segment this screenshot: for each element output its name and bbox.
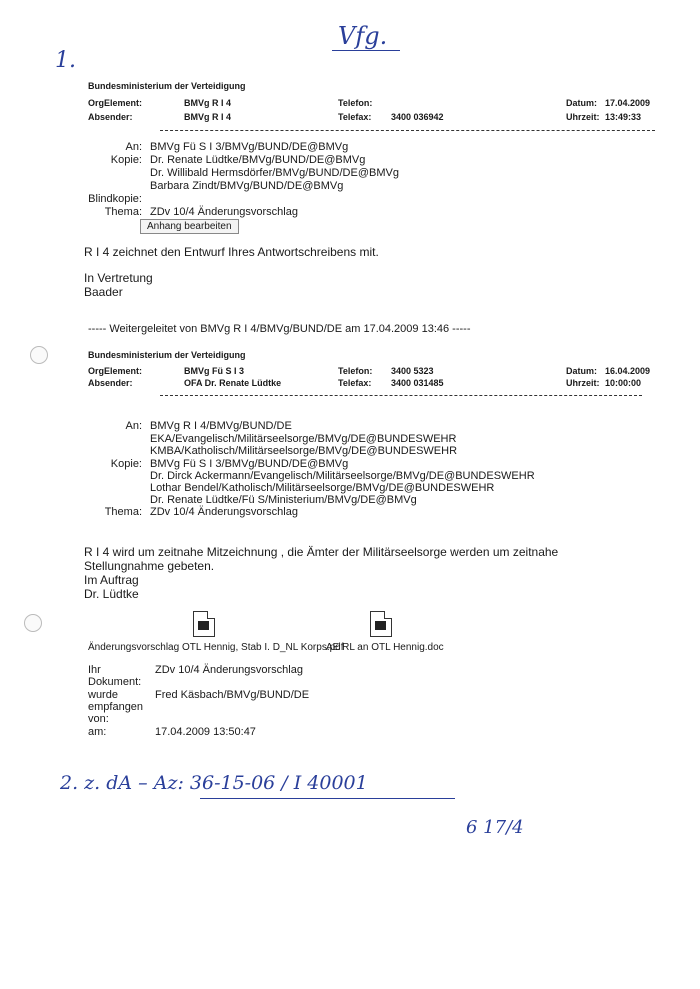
doc-info-label: wurde <box>88 689 118 701</box>
doc-info-label: Ihr <box>88 664 101 676</box>
memo1-an-line: BMVg Fü S I 3/BMVg/BUND/DE@BMVg <box>150 141 349 153</box>
memo2-uhrzeit-value: 10:00:00 <box>605 378 642 388</box>
doc-attachment-link[interactable]: AE RL an OTL Hennig.doc <box>326 642 444 653</box>
pdf-attachment-link[interactable]: Änderungsvorschlag OTL Hennig, Stab I. D_NL Korps.pdf <box>88 642 344 653</box>
memo2-uhrzeit-label: Uhrzeit: <box>566 378 600 388</box>
pdf-attachment-icon[interactable] <box>193 611 215 637</box>
memo2-body-line: Im Auftrag <box>84 573 139 587</box>
memo2-absender-label: Absender: <box>88 378 133 388</box>
memo2-telefax-label: Telefax: <box>338 378 372 388</box>
anhang-bearbeiten-button[interactable]: Anhang bearbeiten <box>140 219 239 234</box>
memo2-org: Bundesministerium der Verteidigung <box>88 350 246 360</box>
memo1-telefax-label: Telefax: <box>338 112 372 122</box>
memo1-kopie-label: Kopie: <box>110 154 142 166</box>
memo1-datum-label: Datum: <box>566 98 597 108</box>
punch-hole-bottom <box>24 614 42 632</box>
handwritten-number-1: 1. <box>55 48 76 73</box>
punch-hole-top <box>30 346 48 364</box>
memo2-datum-value: 16.04.2009 <box>605 366 651 376</box>
memo1-uhrzeit-value: 13:49:33 <box>605 112 642 122</box>
memo2-body-line: Stellungnahme gebeten. <box>84 559 215 573</box>
memo2-telefon-value: 3400 5323 <box>391 366 434 376</box>
doc-attachment-icon[interactable] <box>370 611 392 637</box>
memo2-body-line: R I 4 wird um zeitnahe Mitzeichnung , die Ämter der Militärseelsorge werden um zeitnahe <box>84 545 559 559</box>
memo1-telefon-label: Telefon: <box>338 98 373 108</box>
doc-info-value: Fred Käsbach/BMVg/BUND/DE <box>155 689 310 701</box>
memo1-orgelement-label: OrgElement: <box>88 98 143 108</box>
memo2-kopie-label: Kopie: <box>110 458 142 470</box>
initials-underline <box>332 50 400 51</box>
memo1-thema-value: ZDv 10/4 Änderungsvorschlag <box>150 206 298 218</box>
memo1-thema-label: Thema: <box>104 206 142 218</box>
memo1-absender-label: Absender: <box>88 112 133 122</box>
memo2-orgelement-label: OrgElement: <box>88 366 143 376</box>
memo1-telefax-value: 3400 036942 <box>391 112 444 122</box>
doc-info-value: 17.04.2009 13:50:47 <box>155 726 256 738</box>
memo2-telefax-value: 3400 031485 <box>391 378 444 388</box>
doc-info-label: von: <box>88 713 109 725</box>
memo2-kopie-line: Lothar Bendel/Katholisch/Militärseelsorge/BMVg/DE@BUNDESWEHR <box>150 482 495 494</box>
memo1-blindkopie-label: Blindkopie: <box>88 193 142 205</box>
memo2-orgelement-value: BMVg Fü S I 3 <box>184 366 245 376</box>
memo2-thema-label: Thema: <box>104 506 142 518</box>
doc-info-value: ZDv 10/4 Änderungsvorschlag <box>155 664 303 676</box>
memo1-body-line: In Vertretung <box>84 271 153 285</box>
memo2-absender-value: OFA Dr. Renate Lüdtke <box>184 378 282 388</box>
memo1-orgelement-value: BMVg R I 4 <box>184 98 232 108</box>
memo2-kopie-line: Dr. Renate Lüdtke/Fü S/Ministerium/BMVg/DE@BMVg <box>150 494 417 506</box>
memo2-telefon-label: Telefon: <box>338 366 373 376</box>
memo1-kopie-line: Barbara Zindt/BMVg/BUND/DE@BMVg <box>150 180 344 192</box>
memo2-kopie-line: Dr. Dirck Ackermann/Evangelisch/Militärseelsorge/BMVg/DE@BUNDESWEHR <box>150 470 535 482</box>
memo2-kopie-line: BMVg Fü S I 3/BMVg/BUND/DE@BMVg <box>150 458 349 470</box>
memo1-absender-value: BMVg R I 4 <box>184 112 232 122</box>
handwritten-initials-bottom: 6 17/4 <box>466 817 524 838</box>
memo2-an-label: An: <box>125 420 142 432</box>
memo2-an-line: KMBA/Katholisch/Militärseelsorge/BMVg/DE@BUNDESWEHR <box>150 445 458 457</box>
doc-info-label: Dokument: <box>88 676 142 688</box>
memo2-an-line: EKA/Evangelisch/Militärseelsorge/BMVg/DE@BUNDESWEHR <box>150 433 457 445</box>
forward-line: ----- Weitergeleitet von BMVg R I 4/BMVg/BUND/DE am 17.04.2009 13:46 ----- <box>88 323 471 335</box>
memo1-body-line: Baader <box>84 285 123 299</box>
memo2-header-divider <box>160 395 642 396</box>
memo1-body-line: R I 4 zeichnet den Entwurf Ihres Antwortschreibens mit. <box>84 245 379 259</box>
memo2-body-line: Dr. Lüdtke <box>84 587 139 601</box>
filing-note-underline <box>200 798 455 799</box>
memo1-kopie-line: Dr. Willibald Hermsdörfer/BMVg/BUND/DE@BMVg <box>150 167 399 179</box>
doc-info-label: am: <box>88 726 107 738</box>
memo1-datum-value: 17.04.2009 <box>605 98 651 108</box>
doc-info-label: empfangen <box>88 701 144 713</box>
handwritten-filing-note: 2. z. dA – Az: 36-15-06 / I 40001 <box>60 772 368 794</box>
handwritten-initials: Vfg. <box>338 22 388 50</box>
memo2-datum-label: Datum: <box>566 366 597 376</box>
memo1-kopie-line: Dr. Renate Lüdtke/BMVg/BUND/DE@BMVg <box>150 154 366 166</box>
memo1-uhrzeit-label: Uhrzeit: <box>566 112 600 122</box>
memo1-an-label: An: <box>125 141 142 153</box>
memo2-thema-value: ZDv 10/4 Änderungsvorschlag <box>150 506 298 518</box>
memo2-an-line: BMVg R I 4/BMVg/BUND/DE <box>150 420 292 432</box>
memo1-header-divider <box>160 130 655 131</box>
memo1-org: Bundesministerium der Verteidigung <box>88 81 246 91</box>
